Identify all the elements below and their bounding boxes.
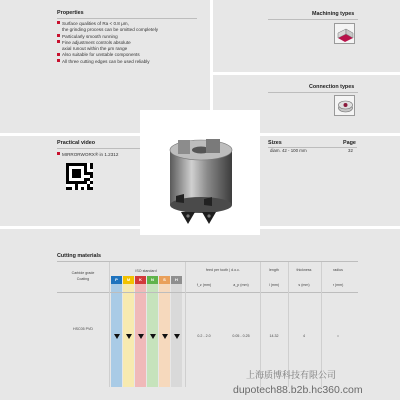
- face-milling-icon: [334, 23, 355, 44]
- arbor-connection-icon: [334, 95, 355, 116]
- suitability-triangle-icon: [162, 334, 168, 339]
- feed-doc-header: feed per tooth | d.o.c.: [206, 268, 240, 272]
- bullet-icon: [57, 152, 60, 155]
- iso-letter-h: H: [171, 276, 182, 284]
- sizes-value: diam. 42 - 100 mm: [270, 148, 307, 153]
- table-divider: [109, 262, 110, 387]
- s-subheader: s (mm): [298, 283, 310, 287]
- iso-letter-s: S: [159, 276, 170, 284]
- ap-cell: 0.05 - 0.25: [232, 334, 250, 338]
- connection-types-title: Connection types: [309, 84, 355, 90]
- iso-letter-p: P: [111, 276, 122, 284]
- connection-types-rule: [268, 92, 358, 93]
- machining-types-title: Machining types: [312, 11, 355, 17]
- bullet-icon: [57, 40, 60, 43]
- carbide-grade-header: Carbide grade Coating: [71, 271, 95, 281]
- r-subheader: r (mm): [332, 283, 344, 287]
- r-cell: •: [337, 334, 339, 338]
- table-divider: [185, 262, 186, 387]
- properties-title: Properties: [57, 10, 84, 16]
- suitability-triangle-icon: [114, 334, 120, 339]
- watermark-company: 上海质博科技有限公司: [246, 370, 337, 380]
- property-item: Fine adjustment controls absolute: [57, 40, 158, 46]
- fz-cell: 0.2 - 2.0: [197, 334, 211, 338]
- practical-video-rule: [57, 148, 147, 149]
- s-cell: 4: [303, 334, 305, 338]
- machining-types-panel: [213, 0, 400, 72]
- radius-header: radius: [333, 268, 343, 272]
- bullet-icon: [57, 53, 60, 56]
- page-label: Page: [343, 140, 356, 146]
- suitability-triangle-icon: [150, 334, 156, 339]
- thickness-header: thickness: [296, 268, 312, 272]
- property-item: Surface qualities of Ra < 0.8 μm,: [57, 21, 158, 27]
- iso-letter-n: N: [147, 276, 158, 284]
- grade-cell: HSC05 PVD: [73, 327, 93, 331]
- header-rule: [57, 292, 358, 293]
- fz-subheader: f_z (mm): [196, 283, 212, 287]
- iso-letter-m: M: [123, 276, 134, 284]
- properties-list: [57, 21, 158, 65]
- length-header: length: [269, 268, 279, 272]
- sizes-label: Sizes: [268, 140, 282, 146]
- watermark-url: dupotech88.b2b.hc360.com: [233, 384, 363, 396]
- suitability-triangle-icon: [126, 334, 132, 339]
- property-item: All three cutting edges can be used reliably: [57, 59, 158, 65]
- property-item: Particularly smooth running: [57, 34, 158, 40]
- properties-rule: [57, 18, 197, 19]
- cutting-materials-title: Cutting materials: [57, 253, 102, 259]
- iso-standard-header: ISO standard: [135, 269, 157, 273]
- property-item: Also suitable for unstable components: [57, 52, 158, 58]
- bullet-icon: [57, 34, 60, 37]
- l-cell: 14.32: [269, 334, 279, 338]
- property-item: axial runout within the μm range: [62, 46, 128, 52]
- page-number[interactable]: 32: [348, 148, 353, 153]
- property-item: the grinding process can be omitted completely: [62, 27, 159, 33]
- suitability-triangle-icon: [174, 334, 180, 339]
- machining-types-rule: [268, 19, 358, 20]
- qr-code-icon[interactable]: [66, 163, 93, 190]
- insert-icon: [180, 210, 220, 231]
- suitability-triangle-icon: [138, 334, 144, 339]
- practical-video-title: Practical video: [57, 140, 96, 146]
- bullet-icon: [57, 59, 60, 62]
- video-link[interactable]: MIRRORWORX® in 1.2312: [57, 152, 118, 158]
- l-subheader: l (mm): [268, 283, 280, 287]
- bullet-icon: [57, 21, 60, 24]
- iso-letter-k: K: [135, 276, 146, 284]
- ap-subheader: a_p (mm): [233, 283, 249, 287]
